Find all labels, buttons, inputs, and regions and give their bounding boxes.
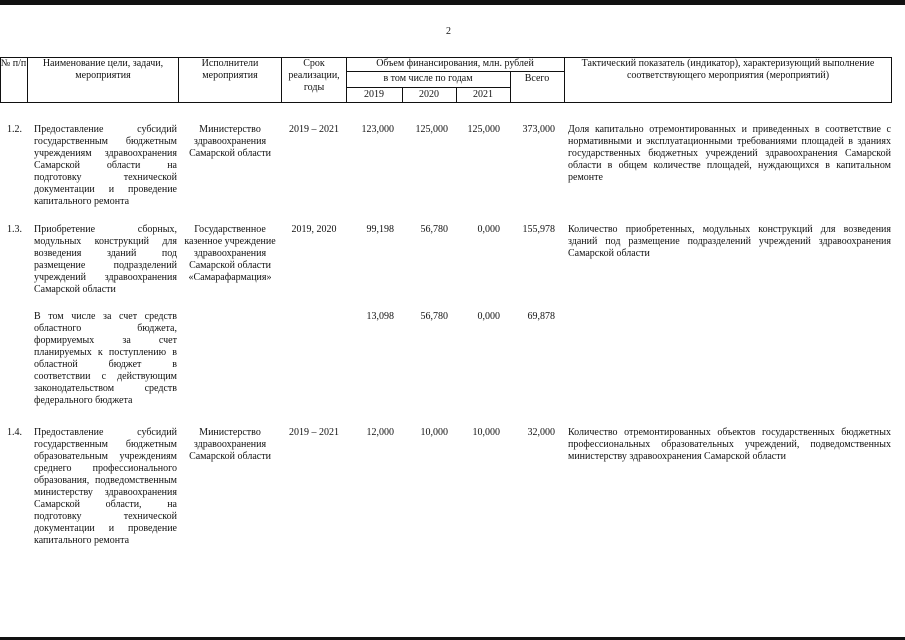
row-1-3-federal-2021: 0,000 [477,311,500,322]
header-financing: Объем финансирования, млн. рублей [376,58,534,69]
row-1-4-number: 1.4. [7,427,22,438]
header-by-years: в том числе по годам [383,73,473,84]
header-year-2019: 2019 [364,89,384,100]
row-1-3-2020: 56,780 [420,224,448,235]
header-year-2020: 2020 [419,89,439,100]
row-1-3-2021: 0,000 [477,224,500,235]
header-name: Наименование цели, задачи, мероприятия [42,58,164,81]
row-1-3-total: 155,978 [522,224,555,235]
row-1-3-federal-total: 69,878 [527,311,555,322]
header-term: Срок реализации, годы [288,58,340,93]
row-1-3-2019: 99,198 [366,224,394,235]
row-1-2-2019: 123,000 [361,124,394,135]
row-1-3-federal-2020: 56,780 [420,311,448,322]
page-number: 2 [446,26,451,37]
row-1-2-number: 1.2. [7,124,22,135]
row-1-4-2021: 10,000 [472,427,500,438]
row-1-4-2019: 12,000 [366,427,394,438]
row-1-3-number: 1.3. [7,224,22,235]
header-total: Всего [524,73,550,84]
row-1-2-executor: Министерство здравоохранения Самарской области [189,124,271,159]
row-1-2-indicator: Доля капитально отремонтированных и приведенных в соответствие с нормативными и эксплуатационными требованиями площадей в зданиях государственных бюджетных учреждений здравоохранения Самарской области в общем количестве площадей, нуждающихся в капитальном ремонте [568,124,891,183]
row-1-2-term: 2019 – 2021 [289,124,339,135]
row-1-4-name: Предоставление субсидий государственным бюджетным образовательным учреждениям среднего профессионального образования, подведомственным министерству здравоохранения Самарской области, на подготовку технической документации и проведение капитального ремонта [34,427,177,546]
row-1-2-2021: 125,000 [467,124,500,135]
row-1-2-name: Предоставление субсидий государственным бюджетным учреждениям здравоохранения Самарской области на подготовку технической документации и проведение капитального ремонта [34,124,177,207]
row-1-3-term: 2019, 2020 [291,224,337,235]
row-1-3-federal-2019: 13,098 [366,311,394,322]
row-1-4-term: 2019 – 2021 [289,427,339,438]
row-1-3-executor: Государственное казенное учреждение здравоохранения Самарской области «Самарафармация» [184,224,276,283]
row-1-3-indicator: Количество приобретенных, модульных конструкций для возведения зданий под размещение подразделений учреждений здравоохранения Самарской области [568,224,891,259]
row-1-4-total: 32,000 [527,427,555,438]
row-1-4-executor: Министерство здравоохранения Самарской области [189,427,271,462]
row-1-4-2020: 10,000 [420,427,448,438]
header-year-2021: 2021 [473,89,493,100]
row-1-3-name: Приобретение сборных, модульных конструкций для возведения зданий под размещение подразделений учреждений здравоохранения Самарской области [34,224,177,295]
row-1-4-indicator: Количество отремонтированных объектов государственных бюджетных профессиональных образовательных учреждений, подведомственных министерству здравоохранения Самарской области [568,427,891,462]
row-1-2-total: 373,000 [522,124,555,135]
header-indicator: Тактический показатель (индикатор), характеризующий выполнение соответствующего мероприятия (мероприятий) [581,58,875,81]
scan-top-border [0,0,905,5]
row-1-3-federal-name: В том числе за счет средств областного бюджета, формируемых за счет планируемых к поступлению в областной бюджет в соответствии с действующим законодательством средств федерального бюджета [34,311,177,406]
row-1-2-2020: 125,000 [415,124,448,135]
header-executors: Исполнители мероприятия [201,58,259,81]
header-num: № п/п [0,58,27,69]
